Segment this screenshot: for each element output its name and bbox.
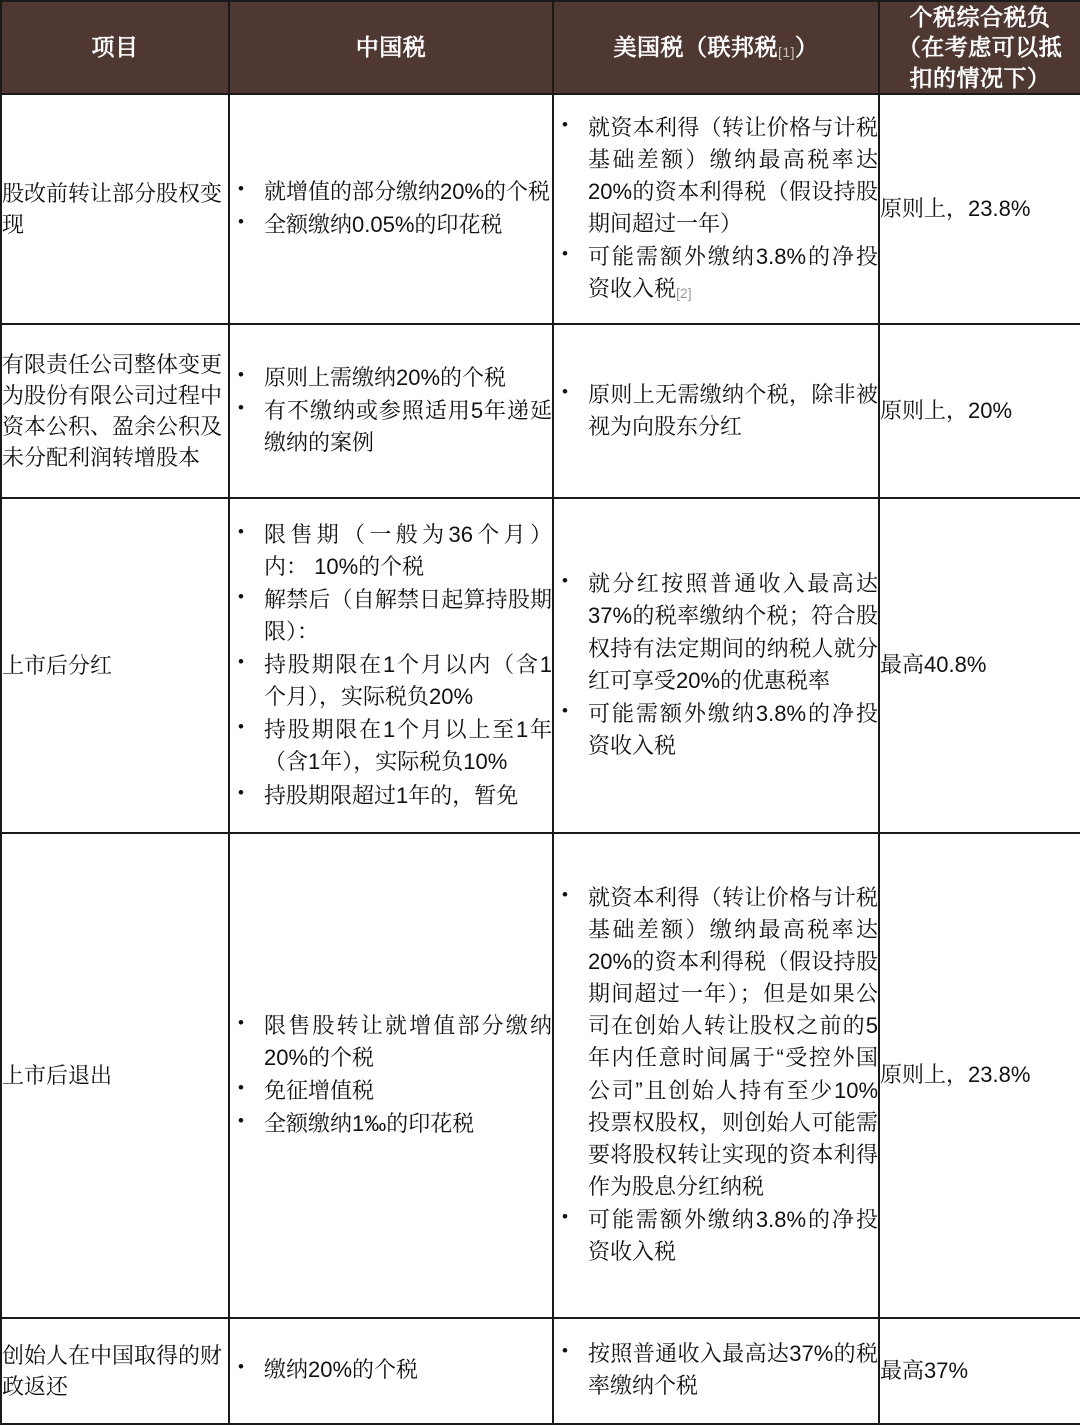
row-us-tax-cell — [553, 1318, 879, 1424]
column-header-total-burden-line1: 个税综合税负 — [909, 4, 1051, 30]
row-total-burden: 原则上，23.8% — [879, 94, 1080, 324]
footnote-ref-1: [1] — [777, 44, 796, 61]
row-item-label: 有限责任公司整体变更为股份有限公司过程中资本公积、盈余公积及未分配利润转增股本 — [1, 324, 229, 498]
column-header-us-tax-label-tail: ） — [795, 34, 819, 61]
bullet-item: • 持股期限在1个月以上至1年（含1年），实际税负10% — [230, 714, 552, 778]
bullet-item: • 限售股转让就增值部分缴纳20%的个税 — [230, 1010, 552, 1074]
bullet-list — [230, 176, 552, 241]
table-header — [1, 1, 1080, 94]
row-china-tax-cell — [229, 94, 553, 324]
bullet-list — [230, 362, 552, 459]
column-header-us-tax — [553, 1, 879, 94]
bullet-list — [230, 1354, 552, 1386]
column-header-item-label: 项目 — [91, 34, 139, 61]
row-china-tax-cell — [229, 324, 553, 498]
row-total-burden: 原则上，20% — [879, 324, 1080, 498]
footnote-ref-2: [2] — [676, 285, 692, 302]
column-header-total-burden-line3: 扣的情况下） — [909, 64, 1051, 91]
row-total-burden: 原则上，23.8% — [879, 833, 1080, 1318]
bullet-list — [554, 379, 878, 443]
bullet-item: • 缴纳20%的个税 — [230, 1354, 552, 1386]
bullet-item: • 全额缴纳0.05%的印花税 — [230, 209, 552, 241]
row-total-burden: 最高40.8% — [879, 498, 1080, 833]
bullet-item: • 可能需额外缴纳3.8%的净投资收入税 — [554, 1204, 878, 1268]
table-row — [1, 498, 1080, 833]
bullet-item: • 有不缴纳或参照适用5年递延缴纳的案例 — [230, 395, 552, 459]
table-row — [1, 1318, 1080, 1424]
bullet-item: • 原则上无需缴纳个税，除非被视为向股东分红 — [554, 379, 878, 443]
bullet-item: • 全额缴纳1‰的印花税 — [230, 1108, 552, 1140]
row-china-tax-cell — [229, 1318, 553, 1424]
bullet-item: • 就增值的部分缴纳20%的个税 — [230, 176, 552, 208]
row-total-burden: 最高37% — [879, 1318, 1080, 1424]
column-header-us-tax-label: 美国税（联邦税 — [613, 34, 778, 61]
bullet-item: • 原则上需缴纳20%的个税 — [230, 362, 552, 394]
column-header-china-tax — [229, 1, 553, 94]
bullet-item: • 就资本利得（转让价格与计税基础差额）缴纳最高税率达20%的资本利得税（假设持股期间超过一年） — [554, 112, 878, 240]
bullet-item: • 持股期限在1个月以内（含1个月），实际税负20% — [230, 649, 552, 713]
bullet-list — [554, 1338, 878, 1402]
column-header-china-tax-label: 中国税 — [355, 34, 427, 61]
column-header-item — [1, 1, 229, 94]
bullet-item: • 免征增值税 — [230, 1075, 552, 1107]
bullet-item: • 持股期限超过1年的，暂免 — [230, 780, 552, 812]
bullet-list — [554, 882, 878, 1268]
bullet-item: • 限售期（一般为36个月）内： 10%的个税 — [230, 519, 552, 583]
bullet-item: • 解禁后（自解禁日起算持股期限）： — [230, 584, 552, 648]
row-us-tax-cell — [553, 833, 879, 1318]
column-header-total-burden-line2: （在考虑可以抵 — [897, 34, 1063, 61]
row-item-label: 上市后退出 — [1, 833, 229, 1318]
row-china-tax-cell — [229, 498, 553, 833]
bullet-list — [230, 1010, 552, 1140]
table-row — [1, 324, 1080, 498]
header-row — [1, 1, 1080, 94]
row-item-label: 上市后分红 — [1, 498, 229, 833]
row-china-tax-cell — [229, 833, 553, 1318]
bullet-list — [554, 112, 878, 306]
table-row — [1, 94, 1080, 324]
bullet-item: • 就资本利得（转让价格与计税基础差额）缴纳最高税率达20%的资本利得税（假设持股期间超过一年）；但是如果公司在创始人转让股权之前的5年内任意时间属于“受控外国公司”且创始人持有至少10%投票权股权，则创始人可能需要将股权转让实现的资本利得作为股息分红纳税 — [554, 882, 878, 1203]
table-body — [1, 94, 1080, 1424]
column-header-total-burden — [879, 1, 1080, 94]
bullet-item: • 可能需额外缴纳3.8%的净投资收入税[2] — [554, 241, 878, 305]
row-us-tax-cell — [553, 324, 879, 498]
row-item-label: 股改前转让部分股权变现 — [1, 94, 229, 324]
row-item-label: 创始人在中国取得的财政返还 — [1, 1318, 229, 1424]
row-us-tax-cell — [553, 94, 879, 324]
bullet-list — [230, 519, 552, 812]
bullet-item: • 就分红按照普通收入最高达37%的税率缴纳个税；符合股权持有法定期间的纳税人就分红可享受20%的优惠税率 — [554, 568, 878, 696]
table-row — [1, 833, 1080, 1318]
bullet-list — [554, 568, 878, 762]
row-us-tax-cell — [553, 498, 879, 833]
bullet-item: • 按照普通收入最高达37%的税率缴纳个税 — [554, 1338, 878, 1402]
bullet-item: • 可能需额外缴纳3.8%的净投资收入税 — [554, 698, 878, 762]
